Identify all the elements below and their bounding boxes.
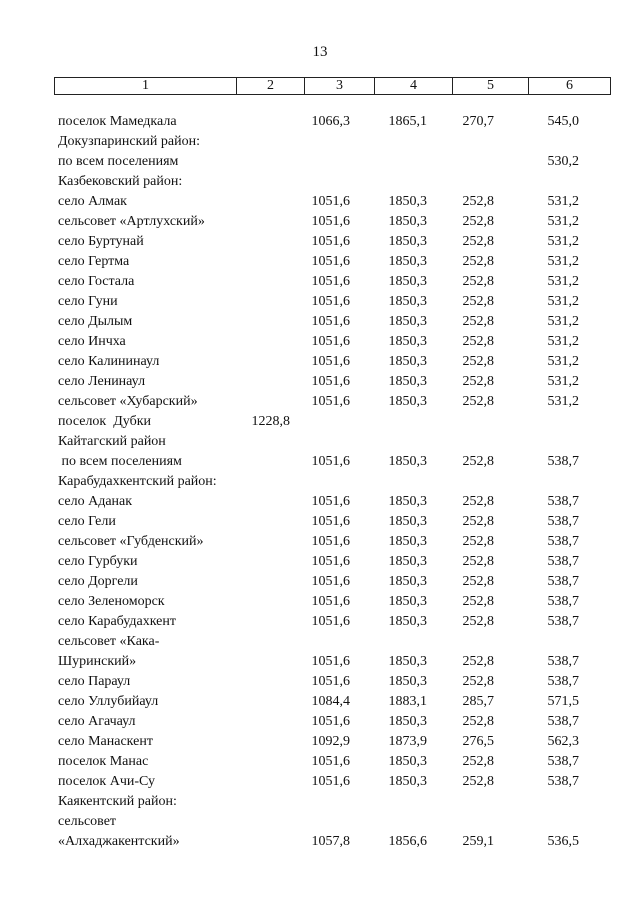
value-cell-2: 1228,8: [251, 414, 290, 429]
settlement-name: поселок Манас: [58, 754, 149, 769]
settlement-name: село Гуни: [58, 294, 118, 309]
value-cell-6: 531,2: [547, 334, 579, 349]
settlement-name: село Карабудахкент: [58, 614, 176, 629]
settlement-name: село Калининаул: [58, 354, 160, 369]
value-cell-3: 1051,6: [311, 534, 350, 549]
value-cell-6: 536,5: [547, 834, 579, 849]
settlement-name: поселок Мамедкала: [58, 114, 177, 129]
value-cell-5: 252,8: [462, 774, 494, 789]
value-cell-3: 1092,9: [311, 734, 350, 749]
value-cell-6: 538,7: [547, 514, 579, 529]
settlement-name: село Уллубийаул: [58, 694, 159, 709]
value-cell-4: 1850,3: [388, 754, 427, 769]
table-row: [0, 694, 640, 714]
settlement-name: сельсовет «Хубарский»: [58, 394, 198, 409]
table-row: [0, 494, 640, 514]
settlement-name: село Гурбуки: [58, 554, 138, 569]
value-cell-5: 252,8: [462, 494, 494, 509]
settlement-name: село Аданак: [58, 494, 133, 509]
value-cell-5: 252,8: [462, 554, 494, 569]
column-header-5: 5: [453, 78, 529, 95]
value-cell-4: 1850,3: [388, 774, 427, 789]
settlement-name: село Гели: [58, 514, 116, 529]
value-cell-4: 1850,3: [388, 534, 427, 549]
settlement-name: сельсовет «Губденский»: [58, 534, 204, 549]
value-cell-5: 285,7: [462, 694, 494, 709]
settlement-name: село Зеленоморск: [58, 594, 165, 609]
table-row: [0, 134, 640, 174]
table-row: [0, 414, 640, 434]
value-cell-5: 252,8: [462, 314, 494, 329]
value-cell-3: 1051,6: [311, 774, 350, 789]
value-cell-6: 538,7: [547, 774, 579, 789]
settlement-name: село Алмак: [58, 194, 127, 209]
value-cell-4: 1850,3: [388, 194, 427, 209]
table-row: [0, 674, 640, 694]
settlement-name: Кайтагский район по всем поселениям: [58, 434, 182, 469]
table-row: [0, 774, 640, 794]
value-cell-3: 1051,6: [311, 494, 350, 509]
value-cell-3: 1057,8: [311, 834, 350, 849]
value-cell-5: 252,8: [462, 394, 494, 409]
value-cell-3: 1066,3: [311, 114, 350, 129]
value-cell-5: 252,8: [462, 454, 494, 469]
value-cell-5: 252,8: [462, 754, 494, 769]
value-cell-5: 252,8: [462, 274, 494, 289]
value-cell-4: 1856,6: [388, 834, 427, 849]
settlement-name: Докузпаринский район: по всем поселениям: [58, 134, 200, 169]
table-row: [0, 194, 640, 214]
table-row: [0, 334, 640, 354]
settlement-name: село Гостала: [58, 274, 135, 289]
value-cell-4: 1873,9: [388, 734, 427, 749]
table-row: [0, 474, 640, 494]
value-cell-5: 252,8: [462, 254, 494, 269]
value-cell-3: 1051,6: [311, 194, 350, 209]
value-cell-4: 1850,3: [388, 354, 427, 369]
column-header-2: 2: [237, 78, 305, 95]
value-cell-4: 1850,3: [388, 454, 427, 469]
value-cell-5: 252,8: [462, 654, 494, 669]
table-row: [0, 754, 640, 774]
settlement-name: село Ленинаул: [58, 374, 146, 389]
column-header-1: 1: [55, 78, 237, 95]
table-row: [0, 574, 640, 594]
value-cell-4: 1850,3: [388, 254, 427, 269]
value-cell-5: 252,8: [462, 534, 494, 549]
value-cell-3: 1051,6: [311, 314, 350, 329]
table-row: [0, 594, 640, 614]
value-cell-5: 252,8: [462, 194, 494, 209]
value-cell-3: 1051,6: [311, 594, 350, 609]
value-cell-5: 252,8: [462, 214, 494, 229]
table-row: [0, 734, 640, 754]
value-cell-6: 538,7: [547, 654, 579, 669]
value-cell-6: 531,2: [547, 314, 579, 329]
value-cell-6: 545,0: [547, 114, 579, 129]
value-cell-6: 538,7: [547, 494, 579, 509]
settlement-name: село Дылым: [58, 314, 133, 329]
value-cell-5: 252,8: [462, 574, 494, 589]
settlement-name: Карабудахкентский район:: [58, 474, 217, 489]
value-cell-4: 1850,3: [388, 654, 427, 669]
value-cell-6: 531,2: [547, 254, 579, 269]
value-cell-6: 531,2: [547, 354, 579, 369]
value-cell-5: 252,8: [462, 674, 494, 689]
table-row: [0, 514, 640, 534]
value-cell-3: 1051,6: [311, 354, 350, 369]
value-cell-4: 1850,3: [388, 594, 427, 609]
value-cell-3: 1051,6: [311, 754, 350, 769]
table-row: [0, 714, 640, 734]
settlement-name: село Манаскент: [58, 734, 153, 749]
table-row: [0, 634, 640, 674]
value-cell-4: 1850,3: [388, 514, 427, 529]
table-row: [0, 314, 640, 334]
value-cell-5: 252,8: [462, 714, 494, 729]
table-row: [0, 274, 640, 294]
table-row: [0, 534, 640, 554]
value-cell-4: 1850,3: [388, 234, 427, 249]
value-cell-4: 1850,3: [388, 274, 427, 289]
value-cell-6: 571,5: [547, 694, 579, 709]
value-cell-4: 1850,3: [388, 394, 427, 409]
value-cell-5: 270,7: [462, 114, 494, 129]
value-cell-4: 1850,3: [388, 614, 427, 629]
value-cell-3: 1051,6: [311, 714, 350, 729]
value-cell-3: 1051,6: [311, 454, 350, 469]
column-header-row: [55, 78, 611, 95]
value-cell-3: 1051,6: [311, 334, 350, 349]
value-cell-6: 530,2: [547, 154, 579, 169]
table-row: [0, 374, 640, 394]
column-header-6: 6: [529, 78, 611, 95]
value-cell-6: 538,7: [547, 534, 579, 549]
value-cell-3: 1051,6: [311, 294, 350, 309]
table-row: [0, 214, 640, 234]
settlement-name: село Гертма: [58, 254, 130, 269]
value-cell-3: 1051,6: [311, 254, 350, 269]
value-cell-3: 1051,6: [311, 514, 350, 529]
table-row: [0, 294, 640, 314]
settlement-name: село Параул: [58, 674, 131, 689]
column-header-table: [54, 77, 611, 95]
value-cell-5: 276,5: [462, 734, 494, 749]
value-cell-5: 252,8: [462, 234, 494, 249]
value-cell-6: 538,7: [547, 554, 579, 569]
value-cell-4: 1850,3: [388, 674, 427, 689]
value-cell-3: 1051,6: [311, 374, 350, 389]
value-cell-4: 1850,3: [388, 314, 427, 329]
value-cell-6: 538,7: [547, 714, 579, 729]
value-cell-6: 538,7: [547, 594, 579, 609]
table-row: [0, 434, 640, 474]
value-cell-6: 531,2: [547, 274, 579, 289]
value-cell-3: 1051,6: [311, 614, 350, 629]
value-cell-6: 538,7: [547, 454, 579, 469]
value-cell-3: 1051,6: [311, 214, 350, 229]
value-cell-4: 1850,3: [388, 574, 427, 589]
table-row: [0, 254, 640, 274]
value-cell-5: 252,8: [462, 354, 494, 369]
settlement-name: село Инчха: [58, 334, 126, 349]
value-cell-5: 252,8: [462, 614, 494, 629]
table-row: [0, 114, 640, 134]
value-cell-5: 259,1: [462, 834, 494, 849]
value-cell-3: 1051,6: [311, 234, 350, 249]
value-cell-4: 1850,3: [388, 714, 427, 729]
table-row: [0, 174, 640, 194]
value-cell-6: 538,7: [547, 754, 579, 769]
table-row: [0, 354, 640, 374]
value-cell-6: 531,2: [547, 374, 579, 389]
value-cell-3: 1084,4: [311, 694, 350, 709]
table-row: [0, 614, 640, 634]
value-cell-6: 562,3: [547, 734, 579, 749]
value-cell-3: 1051,6: [311, 654, 350, 669]
value-cell-6: 531,2: [547, 394, 579, 409]
value-cell-6: 531,2: [547, 194, 579, 209]
settlement-name: сельсовет «Кака- Шуринский»: [58, 634, 160, 669]
value-cell-4: 1850,3: [388, 214, 427, 229]
table-row: [0, 394, 640, 414]
value-cell-5: 252,8: [462, 294, 494, 309]
value-cell-5: 252,8: [462, 374, 494, 389]
value-cell-3: 1051,6: [311, 554, 350, 569]
value-cell-3: 1051,6: [311, 674, 350, 689]
value-cell-6: 531,2: [547, 294, 579, 309]
value-cell-4: 1850,3: [388, 334, 427, 349]
value-cell-3: 1051,6: [311, 394, 350, 409]
value-cell-5: 252,8: [462, 514, 494, 529]
value-cell-4: 1850,3: [388, 494, 427, 509]
settlement-name: Каякентский район: сельсовет «Алхаджакентский»: [58, 794, 180, 849]
value-cell-3: 1051,6: [311, 574, 350, 589]
value-cell-6: 538,7: [547, 674, 579, 689]
settlement-name: село Доргели: [58, 574, 138, 589]
value-cell-5: 252,8: [462, 594, 494, 609]
value-cell-4: 1850,3: [388, 294, 427, 309]
value-cell-6: 538,7: [547, 614, 579, 629]
value-cell-6: 531,2: [547, 214, 579, 229]
table-body: [0, 114, 640, 854]
page-number: 13: [312, 44, 328, 60]
settlement-name: Казбековский район:: [58, 174, 183, 189]
table-row: [0, 234, 640, 254]
column-header-4: 4: [375, 78, 453, 95]
value-cell-4: 1850,3: [388, 374, 427, 389]
value-cell-3: 1051,6: [311, 274, 350, 289]
settlement-name: поселок Ачи-Су: [58, 774, 156, 789]
column-header-3: 3: [305, 78, 375, 95]
value-cell-6: 538,7: [547, 574, 579, 589]
table-row: [0, 554, 640, 574]
value-cell-5: 252,8: [462, 334, 494, 349]
settlement-name: поселок Дубки: [58, 414, 152, 429]
value-cell-6: 531,2: [547, 234, 579, 249]
settlement-name: сельсовет «Артлухский»: [58, 214, 205, 229]
value-cell-4: 1865,1: [388, 114, 427, 129]
settlement-name: село Агачаул: [58, 714, 136, 729]
value-cell-4: 1850,3: [388, 554, 427, 569]
table-row: [0, 794, 640, 854]
value-cell-4: 1883,1: [388, 694, 427, 709]
settlement-name: село Буртунай: [58, 234, 144, 249]
